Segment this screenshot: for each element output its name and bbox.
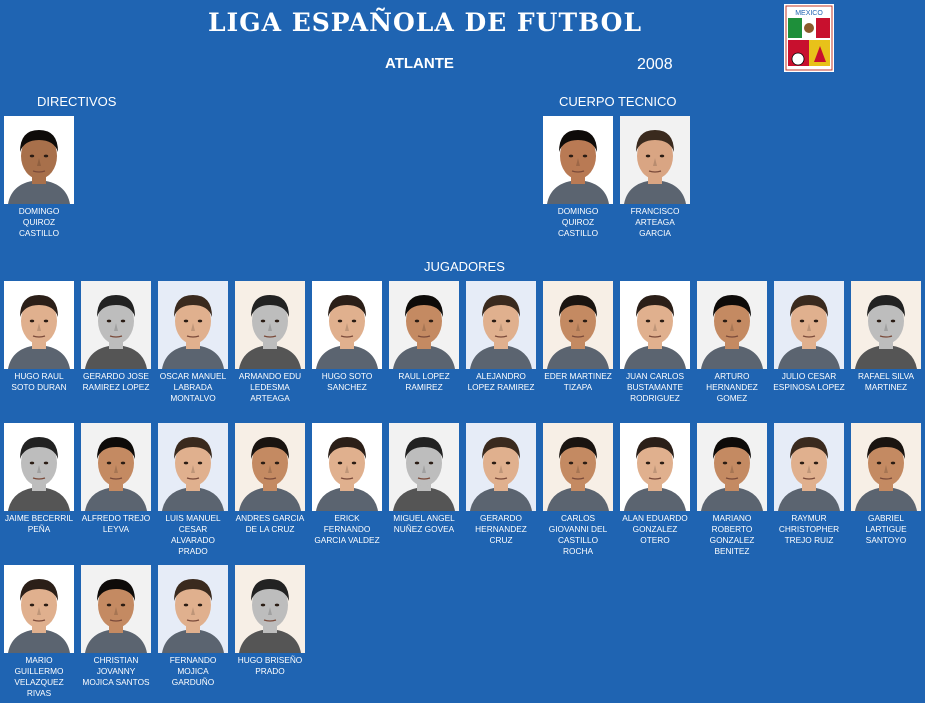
portrait-photo xyxy=(543,423,613,511)
portrait-photo xyxy=(774,423,844,511)
team-name: ATLANTE xyxy=(385,55,454,72)
portrait-photo xyxy=(235,423,305,511)
person-card xyxy=(465,281,537,393)
portrait-photo xyxy=(851,423,921,511)
portrait-icon xyxy=(620,116,690,204)
person-name: FRANCISCO ARTEAGA GARCIA xyxy=(630,206,680,238)
person-card xyxy=(80,423,152,535)
portrait-icon xyxy=(4,281,74,369)
portrait-photo xyxy=(697,423,767,511)
person-name: MARIO GUILLERMO VELAZQUEZ RIVAS xyxy=(14,655,64,698)
person-name: GABRIEL LARTIGUE SANTOYO xyxy=(865,513,907,545)
page-title: LIGA ESPAÑOLA DE FUTBOL xyxy=(207,8,643,37)
person-name: OSCAR MANUEL LABRADA MONTALVO xyxy=(159,371,227,403)
portrait-photo xyxy=(697,281,767,369)
portrait-photo xyxy=(235,281,305,369)
person-name: HUGO SOTO SANCHEZ xyxy=(321,371,373,392)
person-card xyxy=(465,423,537,546)
person-card xyxy=(3,565,75,699)
person-name: ALAN EDUARDO GONZALEZ OTERO xyxy=(622,513,688,545)
portrait-photo xyxy=(4,565,74,653)
mexico-crest-icon xyxy=(784,4,834,72)
portrait-icon xyxy=(774,281,844,369)
portrait-icon xyxy=(466,281,536,369)
portrait-photo xyxy=(620,116,690,204)
portrait-photo xyxy=(543,281,613,369)
person-name: RAUL LOPEZ RAMIREZ xyxy=(398,371,450,392)
person-name: HUGO RAUL SOTO DURAN xyxy=(11,371,67,392)
portrait-icon xyxy=(4,423,74,511)
person-name: ALFREDO TREJO LEYVA xyxy=(81,513,151,534)
portrait-icon xyxy=(81,281,151,369)
portrait-icon xyxy=(774,423,844,511)
person-name: GERARDO JOSE RAMIREZ LOPEZ xyxy=(82,371,150,392)
person-name: LUIS MANUEL CESAR ALVARADO PRADO xyxy=(165,513,221,556)
portrait-icon xyxy=(697,281,767,369)
portrait-photo xyxy=(81,281,151,369)
portrait-icon xyxy=(81,565,151,653)
person-card xyxy=(3,423,75,535)
person-name: RAYMUR CHRISTOPHER TREJO RUIZ xyxy=(778,513,840,545)
person-card xyxy=(619,116,691,239)
person-card xyxy=(157,281,229,404)
portrait-icon xyxy=(235,281,305,369)
portrait-icon xyxy=(851,423,921,511)
portrait-icon xyxy=(620,281,690,369)
portrait-photo xyxy=(4,116,74,204)
portrait-photo xyxy=(158,565,228,653)
person-card xyxy=(850,281,922,393)
person-name: MIGUEL ANGEL NUÑEZ GOVEA xyxy=(393,513,455,534)
person-card xyxy=(3,116,75,239)
portrait-icon xyxy=(620,423,690,511)
portrait-photo xyxy=(620,423,690,511)
portrait-icon xyxy=(543,116,613,204)
portrait-icon xyxy=(389,423,459,511)
portrait-icon xyxy=(312,281,382,369)
person-card xyxy=(157,565,229,688)
portrait-photo xyxy=(158,281,228,369)
portrait-icon xyxy=(389,281,459,369)
portrait-icon xyxy=(158,423,228,511)
person-card xyxy=(542,423,614,557)
portrait-photo xyxy=(620,281,690,369)
portrait-photo xyxy=(235,565,305,653)
portrait-photo xyxy=(312,281,382,369)
person-card xyxy=(234,281,306,404)
portrait-photo xyxy=(389,423,459,511)
portrait-icon xyxy=(543,281,613,369)
person-name: EDER MARTINEZ TIZAPA xyxy=(544,371,612,392)
portrait-icon xyxy=(851,281,921,369)
person-card xyxy=(3,281,75,393)
portrait-photo xyxy=(158,423,228,511)
person-name: JULIO CESAR ESPINOSA LOPEZ xyxy=(773,371,845,392)
portrait-icon xyxy=(81,423,151,511)
section-jugadores: JUGADORES xyxy=(424,259,505,274)
person-name: CARLOS GIOVANNI DEL CASTILLO ROCHA xyxy=(548,513,608,556)
portrait-icon xyxy=(4,116,74,204)
person-card xyxy=(850,423,922,546)
portrait-photo xyxy=(851,281,921,369)
season-year: 2008 xyxy=(637,56,673,73)
portrait-icon xyxy=(543,423,613,511)
portrait-photo xyxy=(774,281,844,369)
portrait-photo xyxy=(389,281,459,369)
person-name: JAIME BECERRIL PEÑA xyxy=(4,513,74,534)
portrait-icon xyxy=(466,423,536,511)
portrait-photo xyxy=(543,116,613,204)
portrait-photo xyxy=(81,423,151,511)
person-card xyxy=(234,423,306,535)
portrait-photo xyxy=(466,281,536,369)
person-name: JUAN CARLOS BUSTAMANTE RODRIGUEZ xyxy=(625,371,685,403)
person-card xyxy=(311,281,383,393)
person-name: RAFAEL SILVA MARTINEZ xyxy=(857,371,915,392)
person-card xyxy=(696,281,768,404)
person-card xyxy=(311,423,383,546)
person-card xyxy=(388,423,460,535)
portrait-icon xyxy=(312,423,382,511)
person-card xyxy=(80,281,152,393)
person-name: ANDRES GARCIA DE LA CRUZ xyxy=(235,513,305,534)
person-name: CHRISTIAN JOVANNY MOJICA SANTOS xyxy=(82,655,150,687)
person-card xyxy=(80,565,152,688)
person-name: MARIANO ROBERTO GONZALEZ BENITEZ xyxy=(709,513,755,556)
portrait-photo xyxy=(81,565,151,653)
person-name: ERICK FERNANDO GARCIA VALDEZ xyxy=(314,513,380,545)
portrait-icon xyxy=(235,565,305,653)
portrait-photo xyxy=(312,423,382,511)
person-card xyxy=(157,423,229,557)
portrait-photo xyxy=(4,423,74,511)
person-card xyxy=(234,565,306,677)
portrait-icon xyxy=(158,565,228,653)
person-name: DOMINGO QUIROZ CASTILLO xyxy=(557,206,599,238)
portrait-photo xyxy=(466,423,536,511)
section-directivos: DIRECTIVOS xyxy=(37,94,117,109)
portrait-icon xyxy=(158,281,228,369)
portrait-photo xyxy=(4,281,74,369)
person-name: FERNANDO MOJICA GARDUÑO xyxy=(169,655,217,687)
crest-label: MEXICO xyxy=(795,10,823,17)
person-card xyxy=(696,423,768,557)
portrait-icon xyxy=(697,423,767,511)
section-cuerpo-tecnico: CUERPO TECNICO xyxy=(559,94,677,109)
portrait-icon xyxy=(4,565,74,653)
person-name: ALEJANDRO LOPEZ RAMIREZ xyxy=(467,371,535,392)
person-name: HUGO BRISEÑO PRADO xyxy=(237,655,303,676)
portrait-icon xyxy=(235,423,305,511)
person-name: DOMINGO QUIROZ CASTILLO xyxy=(18,206,60,238)
person-card xyxy=(542,281,614,393)
person-name: GERARDO HERNANDEZ CRUZ xyxy=(475,513,527,545)
person-card xyxy=(542,116,614,239)
person-name: ARTURO HERNANDEZ GOMEZ xyxy=(706,371,758,403)
person-card xyxy=(619,281,691,404)
person-card xyxy=(773,423,845,546)
person-card xyxy=(388,281,460,393)
person-card xyxy=(619,423,691,546)
person-name: ARMANDO EDU LEDESMA ARTEAGA xyxy=(238,371,302,403)
person-card xyxy=(773,281,845,393)
